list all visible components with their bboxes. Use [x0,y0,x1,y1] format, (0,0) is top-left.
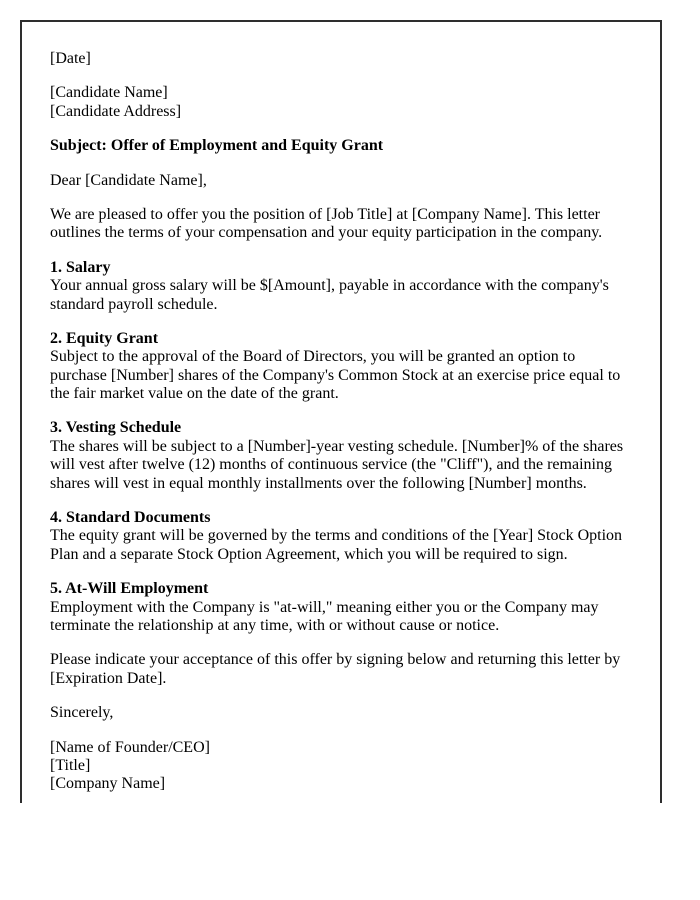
signature-block [50,739,632,794]
recipient-name: [Candidate Name] [50,84,168,102]
signature-founder-name: [Name of Founder/CEO] [50,738,210,756]
signoff: Sincerely, [50,704,114,722]
section-at-will-employment [50,580,632,635]
signature-title: [Title] [50,756,91,774]
section-vesting-schedule [50,419,632,493]
subject-line: Subject: Offer of Employment and Equity Grant [50,137,384,155]
salutation: Dear [Candidate Name], [50,171,207,189]
section-equity-grant-body: Subject to the approval of the Board of Directors, you will be granted an option to purchase [Number] shares of the Company's Common Stock at an exercise price equal to the fair market value on the date of the grant. [50,348,621,403]
recipient-block [50,84,632,121]
section-salary [50,259,632,314]
section-at-will-employment-body: Employment with the Company is "at-will," meaning either you or the Company may terminate the relationship at any time, with or without cause or notice. [50,598,599,634]
section-equity-grant [50,330,632,404]
section-standard-documents-body: The equity grant will be governed by the terms and conditions of the [Year] Stock Option Plan and a separate Stock Option Agreement, which you will be required to sign. [50,527,623,563]
section-salary-body: Your annual gross salary will be $[Amount], payable in accordance with the company's standard payroll schedule. [50,277,609,313]
recipient-address: [Candidate Address] [50,102,182,120]
section-standard-documents-heading: 4. Standard Documents [50,509,211,527]
section-vesting-schedule-body: The shares will be subject to a [Number]-year vesting schedule. [Number]% of the shares will vest after twelve (12) months of continuous service (the "Cliff"), and the remaining shares will vest in equal monthly installments over the following [Number] months. [50,437,624,492]
section-equity-grant-heading: 2. Equity Grant [50,329,159,347]
acceptance-paragraph: Please indicate your acceptance of this offer by signing below and returning this letter by [Expiration Date]. [50,651,621,687]
section-at-will-employment-heading: 5. At-Will Employment [50,580,209,598]
section-vesting-schedule-heading: 3. Vesting Schedule [50,419,182,437]
signature-company-name: [Company Name] [50,775,166,793]
section-salary-heading: 1. Salary [50,258,111,276]
date-line: [Date] [50,50,91,67]
offer-letter-document [20,20,662,803]
intro-paragraph: We are pleased to offer you the position of [Job Title] at [Company Name]. This letter outlines the terms of your compensation and your equity participation in the company. [50,205,603,242]
section-standard-documents [50,509,632,564]
